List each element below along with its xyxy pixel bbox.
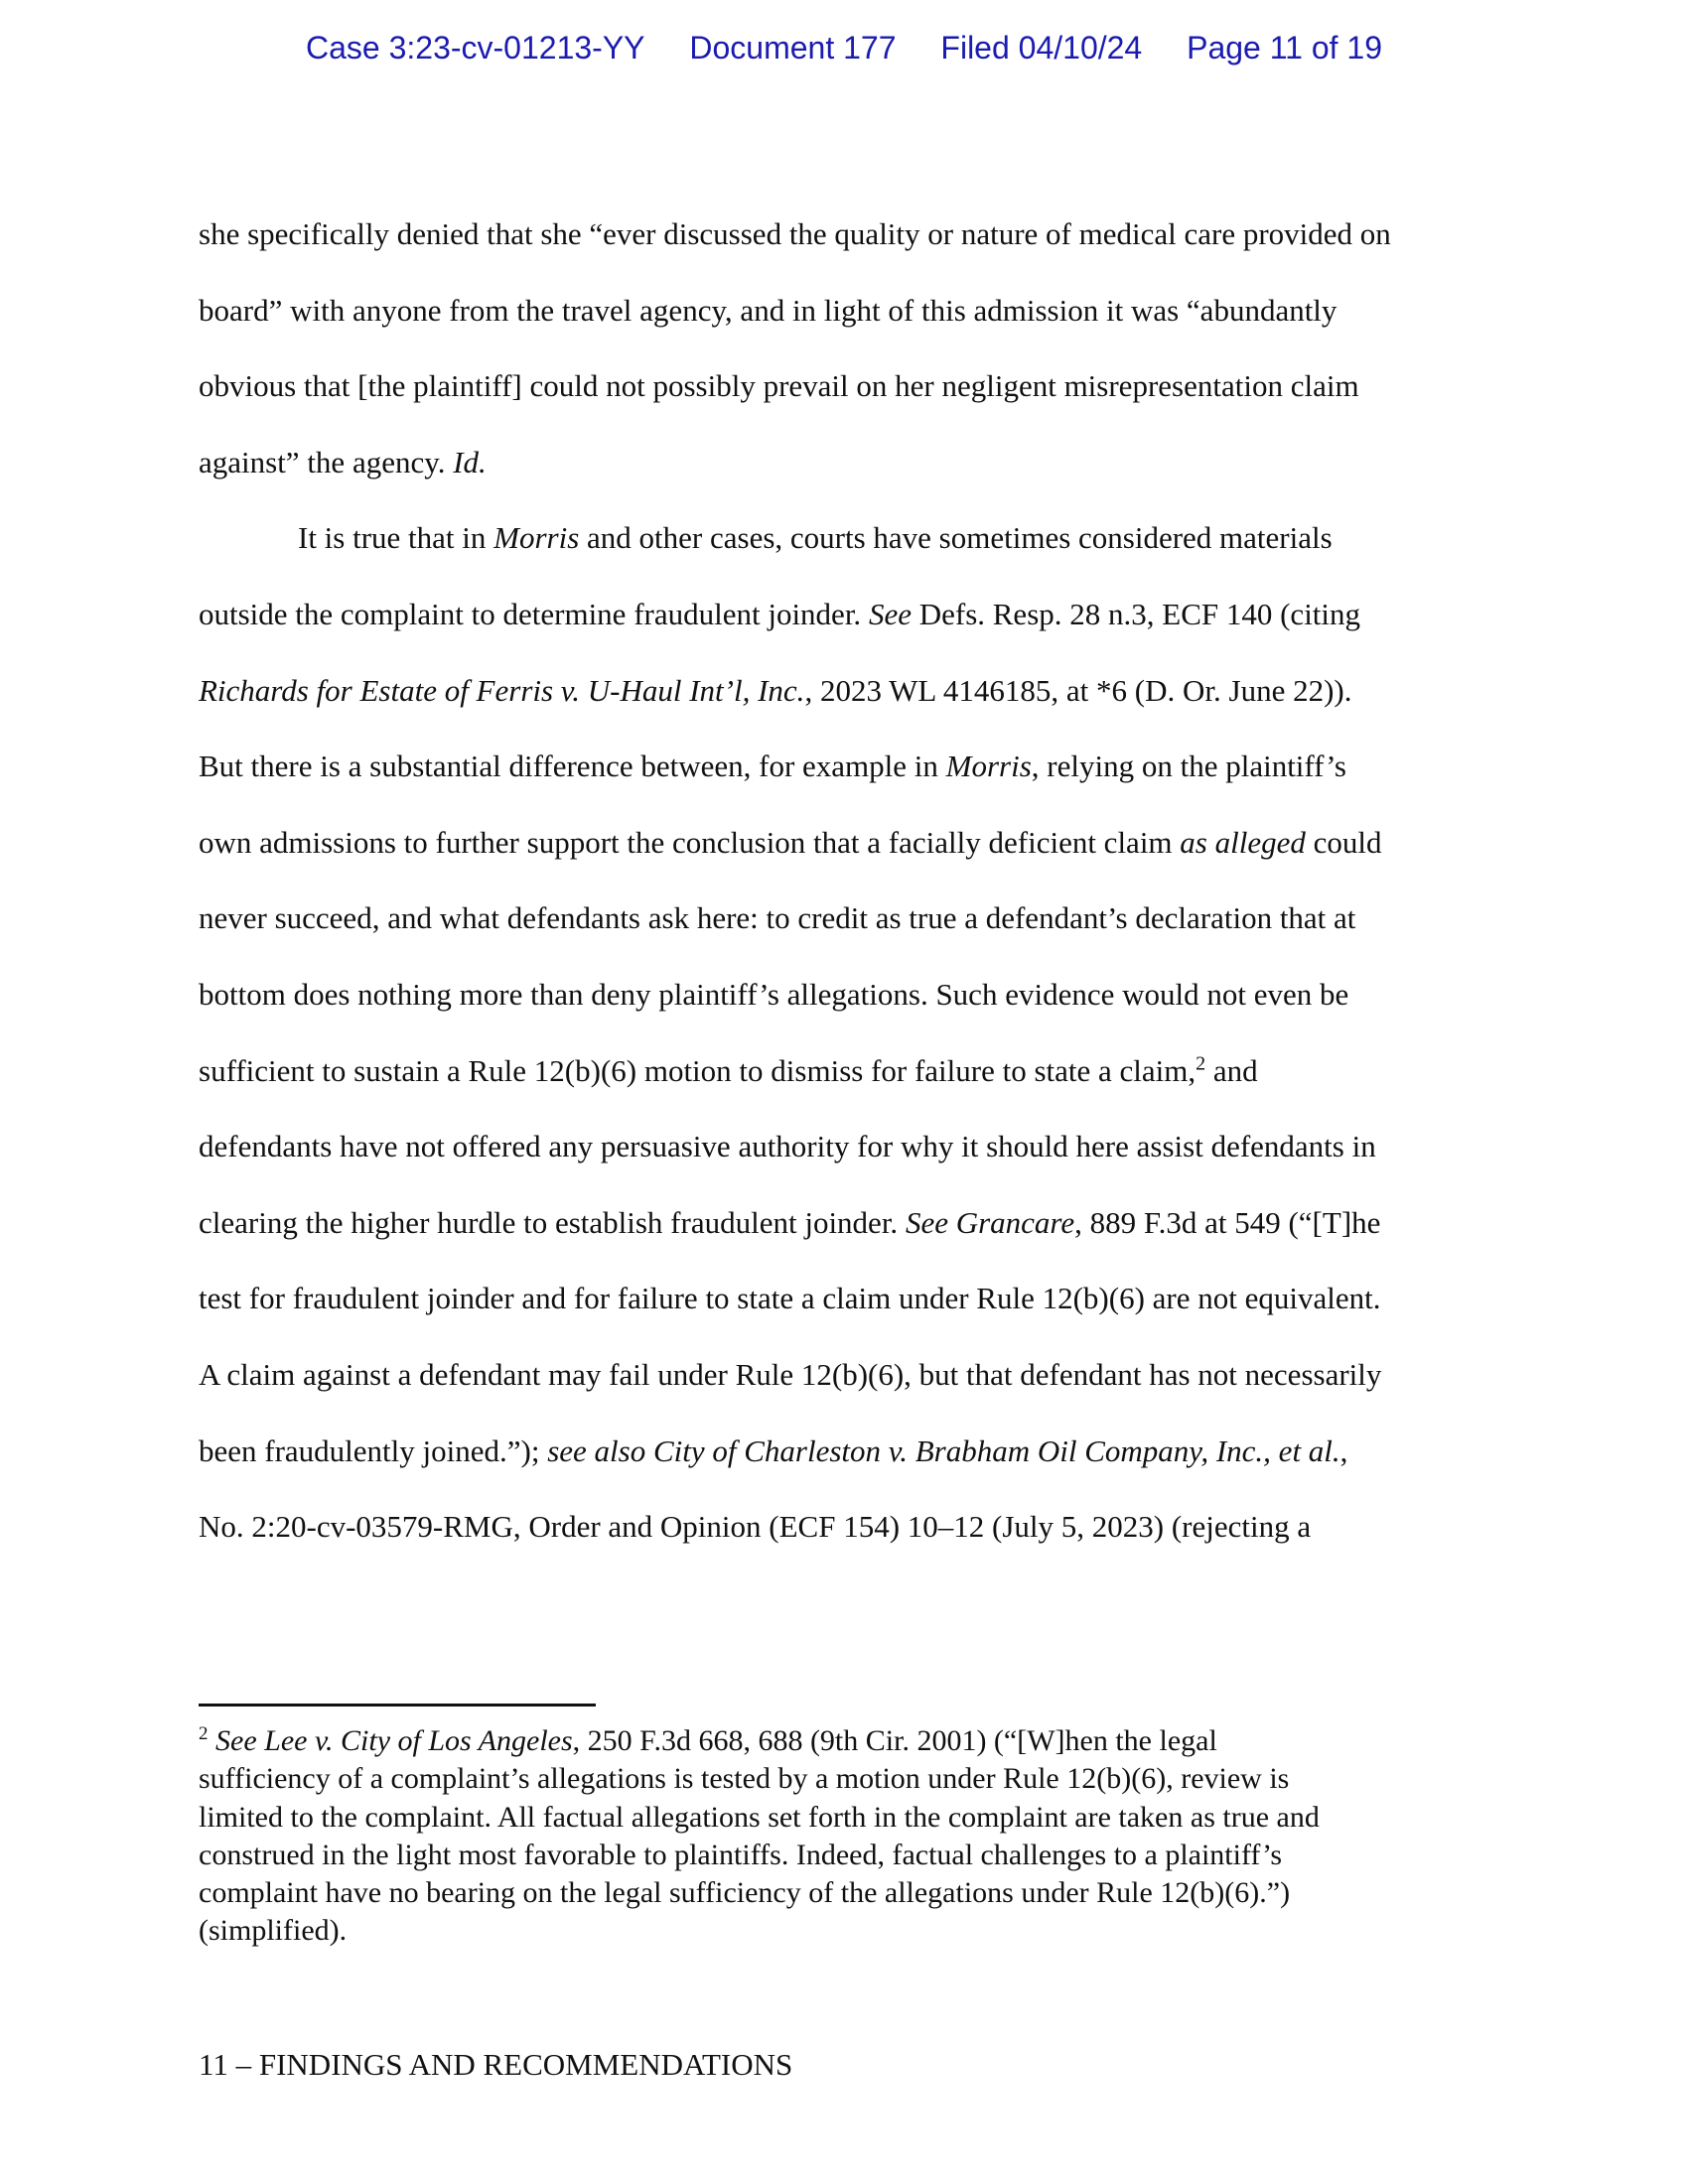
footnote-line: sufficiency of a complaint’s allegations is tested by a motion under Rule 12(b)(6), review is xyxy=(199,1762,1290,1796)
document-number: Document 177 xyxy=(689,30,897,66)
body-line: own admissions to further support the conclusion that a facially deficient claim as alleged could xyxy=(199,824,1382,860)
ecf-header xyxy=(0,30,1688,67)
footnote xyxy=(199,1722,1519,1951)
body-line: No. 2:20-cv-03579-RMG, Order and Opinion (ECF 154) 10–12 (July 5, 2023) (rejecting a xyxy=(199,1509,1312,1545)
body-line: been fraudulently joined.”); see also City of Charleston v. Brabham Oil Company, Inc., et al., xyxy=(199,1433,1348,1468)
filed-date: Filed 04/10/24 xyxy=(940,30,1143,66)
footnote-reference: 2 xyxy=(1196,1052,1206,1075)
body-line: defendants have not offered any persuasive authority for why it should here assist defendants in xyxy=(199,1129,1376,1164)
case-citation: see also City of Charleston v. Brabham Oil Company, Inc., et al. xyxy=(547,1433,1340,1468)
body-line: bottom does nothing more than deny plaintiff’s allegations. Such evidence would not even be xyxy=(199,976,1349,1012)
body-line: obvious that [the plaintiff] could not possibly prevail on her negligent misrepresentation claim xyxy=(199,368,1359,404)
body-line: never succeed, and what defendants ask here: to credit as true a defendant’s declaration that at xyxy=(199,900,1356,936)
case-citation: See Lee v. City of Los Angeles xyxy=(215,1724,573,1757)
body-line: board” with anyone from the travel agency, and in light of this admission it was “abundantly xyxy=(199,292,1337,328)
page-footer: 11 – FINDINGS AND RECOMMENDATIONS xyxy=(199,2047,793,2082)
body-line: outside the complaint to determine fraudulent joinder. See Defs. Resp. 28 n.3, ECF 140 (citing xyxy=(199,596,1361,631)
body-line: sufficient to sustain a Rule 12(b)(6) motion to dismiss for failure to state a claim,$^2$ and xyxy=(199,1052,1258,1088)
body-line: she specifically denied that she “ever discussed the quality or nature of medical care provided on xyxy=(199,216,1391,251)
footnote-line: limited to the complaint. All factual allegations set forth in the complaint are taken as true and xyxy=(199,1800,1320,1834)
footnote-line: $^2$ See Lee v. City of Los Angeles, 250 F.3d 668, 688 (9th Cir. 2001) (“[W]hen the legal xyxy=(199,1723,1217,1757)
footnote-line: (simplified). xyxy=(199,1914,348,1948)
case-citation: Id. xyxy=(453,444,487,479)
paragraph-start: It is true that in Morris and other cases, courts have sometimes considered materials xyxy=(298,520,1333,556)
body-line: Richards for Estate of Ferris v. U-Haul Int’l, Inc., 2023 WL 4146185, at *6 (D. Or. June 22)). xyxy=(199,672,1352,708)
case-citation: Morris xyxy=(493,520,580,556)
body-line: But there is a substantial difference between, for example in Morris, relying on the plaintiff’s xyxy=(199,749,1346,784)
case-citation: Richards for Estate of Ferris v. U-Haul Int’l, Inc. xyxy=(199,672,805,708)
footnote-divider xyxy=(199,1704,596,1706)
case-citation: Morris xyxy=(945,749,1032,784)
case-citation: See Grancare xyxy=(905,1204,1075,1240)
body-line: A claim against a defendant may fail under Rule 12(b)(6), but that defendant has not necessarily xyxy=(199,1356,1382,1392)
body-text xyxy=(199,197,1519,1566)
footnote-line: construed in the light most favorable to plaintiffs. Indeed, factual challenges to a plaintiff’s xyxy=(199,1838,1283,1871)
signal-word: See xyxy=(868,596,912,631)
body-line: against” the agency. Id. xyxy=(199,444,487,479)
footnote-line: complaint have no bearing on the legal sufficiency of the allegations under Rule 12(b)(6).”) xyxy=(199,1876,1291,1910)
footnote-number: 2 xyxy=(199,1723,209,1744)
case-number: Case 3:23-cv-01213-YY xyxy=(305,30,645,66)
emphasis: as alleged xyxy=(1180,824,1306,860)
page-indicator: Page 11 of 19 xyxy=(1187,30,1383,66)
body-line: test for fraudulent joinder and for failure to state a claim under Rule 12(b)(6) are not equivalent. xyxy=(199,1281,1381,1316)
body-line: clearing the higher hurdle to establish fraudulent joinder. See Grancare, 889 F.3d at 549 (“[T]he xyxy=(199,1204,1381,1240)
